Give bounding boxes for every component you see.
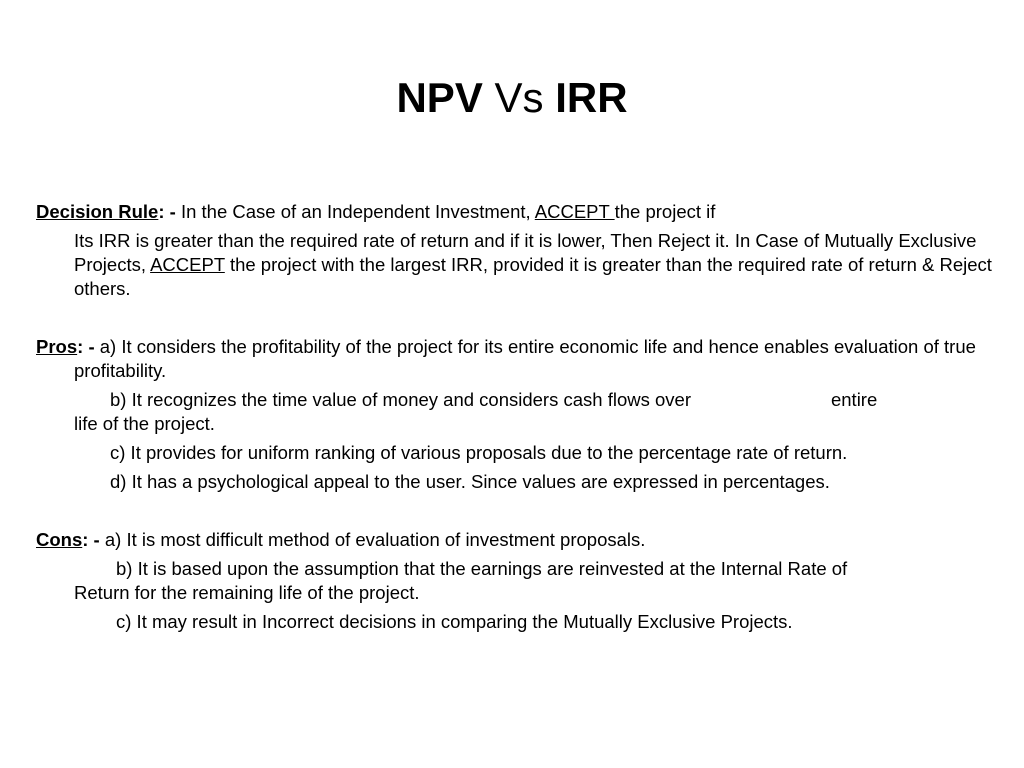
spacer (36, 494, 996, 518)
slide-body (36, 200, 996, 634)
pros-b-paragraph (36, 388, 996, 436)
cons-c: c) It may result in Incorrect decisions in comparing the Mutually Exclusive Projects. (116, 611, 793, 632)
title-vs: Vs (482, 74, 556, 121)
accept-2: ACCEPT (150, 254, 225, 275)
title-irr: IRR (555, 74, 628, 121)
accept-1: ACCEPT (534, 201, 615, 222)
cons-b: b) It is based upon the assumption that the earnings are reinvested at the Internal Rate of (116, 558, 848, 579)
slide-title (0, 72, 1024, 124)
cons-a: a) It is most difficult method of evaluation of investment proposals. (104, 529, 646, 550)
pros-b-start: b) It recognizes the time value of money and considers cash flows over (110, 389, 691, 410)
cons-label: Cons (36, 529, 83, 550)
pros-d-paragraph (36, 470, 996, 494)
pros-d: d) It has a psychological appeal to the user. Since values are expressed in percentages. (110, 471, 830, 492)
pros-sep: : - (77, 336, 100, 357)
decision-rule-sep: : - (158, 201, 181, 222)
decision-rule-intro: In the Case of an Independent Investment, (180, 201, 535, 222)
pros-b-cont: life of the project. (74, 413, 215, 434)
pros-a-paragraph (36, 335, 996, 383)
decision-rule-after-accept: the project if (614, 201, 716, 222)
pros-b-end: entire (830, 389, 878, 410)
cons-c-paragraph (36, 610, 996, 634)
decision-rule-cont-2: the project with the largest IRR, provided it is greater than the required rate of return & Reject others. (74, 254, 992, 299)
pros-a: a) It considers the profitability of the project for its entire economic life and hence enables evaluation of true profitability. (74, 336, 976, 381)
decision-rule-continuation (36, 229, 996, 301)
decision-rule-label: Decision Rule (36, 201, 159, 222)
spacer (36, 301, 996, 325)
cons-sep: : - (82, 529, 105, 550)
pros-label: Pros (36, 336, 78, 357)
decision-rule-cont-1: Its IRR is greater than the required rate of return and if it is lower, Then Reject it. In Case of Mutually Exclusive Projects, (74, 230, 977, 275)
decision-rule-paragraph (36, 200, 996, 224)
cons-b-cont: Return for the remaining life of the project. (74, 582, 420, 603)
pros-c-paragraph (36, 441, 996, 465)
cons-a-paragraph (36, 528, 996, 552)
pros-c: c) It provides for uniform ranking of various proposals due to the percentage rate of return. (110, 442, 848, 463)
title-npv: NPV (396, 74, 483, 121)
cons-b-paragraph (36, 557, 996, 605)
